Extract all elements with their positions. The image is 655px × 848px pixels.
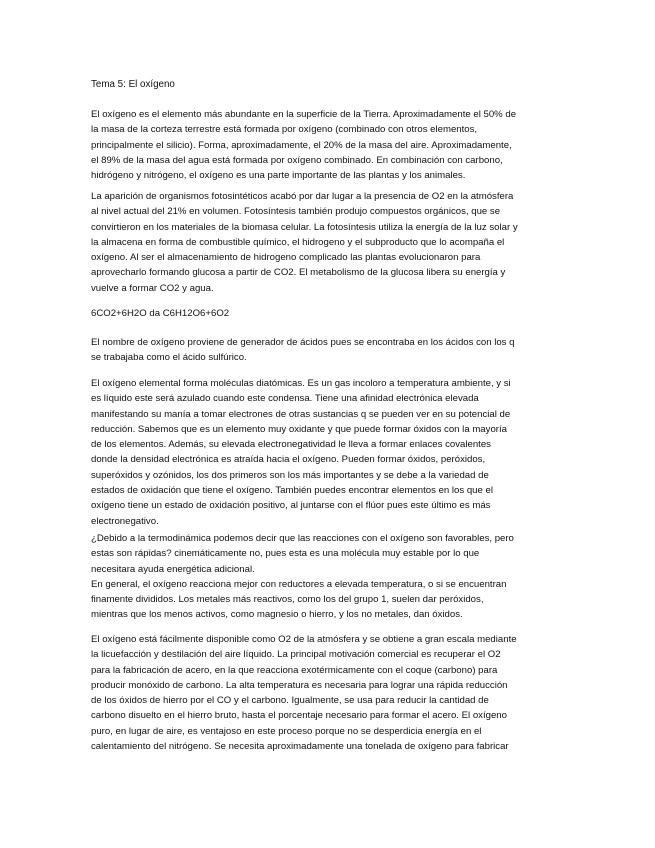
- text-line: es líquido este será azulado cuando este condensa. Tiene una afinidad electrónica elevada: [91, 393, 479, 405]
- text-line: superóxidos y ozónidos, los dos primeros son los más importantes y se debe a la variedad de: [91, 469, 489, 481]
- text-line: reducción. Sabemos que es un elemento muy oxidante y que puede formar óxidos con la mayoría: [91, 423, 507, 435]
- document-title: Tema 5: El oxígeno: [91, 79, 175, 90]
- text-line: se trabajaba como el ácido sulfúrico.: [91, 352, 247, 364]
- text-line: al nivel actual del 21% en volumen. Fotosíntesis también produjo compuestos orgánicos, que se: [91, 206, 501, 218]
- text-line: El oxígeno es el elemento más abundante en la superficie de la Tierra. Aproximadamente el 50% de: [91, 109, 517, 120]
- text-line: finamente divididos. Los metales más reactivos, como los del grupo 1, suelen dar peróxidos,: [91, 594, 484, 606]
- text-line: la almacena en forma de combustible químico, el hidrogeno y el subproducto que lo acompaña el: [91, 236, 505, 248]
- text-line: manifestando su manía a tomar electrones de otras sustancias q se pueden ver en su potencial de: [91, 408, 511, 420]
- text-line: estas son rápidas? cinemáticamente no, pues esta es una molécula muy estable por lo que: [91, 548, 480, 560]
- text-line: carbono disuelto en el hierro bruto, hasta el porcentaje necesario para formar el acero. El oxígeno: [91, 710, 507, 722]
- text-line: para la fabricación de acero, en la que reacciona exotérmicamente con el coque (carbono) para: [91, 664, 498, 676]
- text-line: vuelve a formar CO2 y agua.: [91, 282, 214, 294]
- text-line: ¿Debido a la termodinámica podemos decir que las reacciones con el oxígeno son favorables, pero: [91, 533, 514, 544]
- text-line: la masa de la corteza terrestre está formada por oxígeno (combinado con otros elementos,: [91, 124, 478, 136]
- text-line: la licuefacción y destilación del aire líquido. La principal motivación comercial es recuperar el O2: [91, 649, 501, 661]
- paragraph-elemental-oxygen: [91, 376, 563, 529]
- text-line: principalmente el silicio). Forma, aproximadamente, el 20% de la masa del aire. Aproximadamente,: [91, 139, 512, 151]
- text-line: mientras que los menos activos, como magnesio o hierro, y los no metales, dan óxidos.: [91, 609, 463, 621]
- text-line: hidrógeno y nitrógeno, el oxígeno es una parte importante de las plantas y los animales.: [91, 170, 466, 182]
- chemical-equation: 6CO2+6H2O da C6H12O6+6O2: [91, 308, 230, 319]
- text-line: convirtieron en los materiales de la biomasa celular. La fotosíntesis utiliza la energía de la luz solar y: [91, 221, 518, 233]
- text-line: oxígeno. Al ser el almacenamiento de hidrogeno complicado las plantas evolucionaron para: [91, 252, 481, 264]
- text-line: El oxígeno está fácilmente disponible como O2 de la atmósfera y se obtiene a gran escala mediante: [91, 634, 517, 645]
- text-line: producir monóxido de carbono. La alta temperatura es necesaria para lograr una rápida reducción: [91, 679, 508, 691]
- text-line: electronegativo.: [91, 515, 159, 527]
- paragraph-oxygen-abundance: [91, 107, 563, 183]
- text-line: El nombre de oxígeno proviene de generador de ácidos pues se encontraba en los ácidos con los q: [91, 337, 515, 348]
- paragraph-name-origin: [91, 335, 563, 366]
- text-line: El oxígeno elemental forma moléculas diatómicas. Es un gas incoloro a temperatura ambiente, y si: [91, 378, 511, 389]
- text-line: estados de oxidación que tiene el oxígeno. También puedes encontrar elementos en los que el: [91, 485, 493, 497]
- text-line: de los óxidos de hierro por el CO y el carbono. Igualmente, se usa para reducir la cantidad de: [91, 695, 489, 707]
- text-line: el 89% de la masa del agua está formada por oxígeno combinado. En combinación con carbono,: [91, 154, 503, 166]
- text-line: aprovecharlo formando glucosa a partir de CO2. El metabolismo de la glucosa libera su energía y: [91, 267, 506, 279]
- text-line: En general, el oxígeno reacciona mejor con reductores a elevada temperatura, o si se encuentran: [91, 578, 507, 590]
- text-line: puro, en lugar de aire, es ventajoso en este proceso porque no se desperdicia energía en el: [91, 725, 482, 737]
- text-line: necesitara ayuda energética adicional.: [91, 563, 255, 575]
- text-line: de los elementos. Además, su elevada electronegatividad le lleva a formar enlaces covalentes: [91, 439, 491, 451]
- paragraph-thermodynamics: [91, 531, 563, 623]
- paragraph-photosynthesis: [91, 189, 563, 296]
- text-line: oxígeno tiene un estado de oxidación positivo, al juntarse con el flúor pues este último es más: [91, 500, 491, 512]
- paragraph-industrial-production: [91, 632, 563, 754]
- text-line: donde la densidad electrónica es atraída hacia el oxígeno. Pueden formar óxidos, peróxidos,: [91, 454, 486, 466]
- text-line: La aparición de organismos fotosintéticos acabó por dar lugar a la presencia de O2 en la atmósfera: [91, 191, 514, 202]
- text-line: calentamiento del nitrógeno. Se necesita aproximadamente una tonelada de oxígeno para fabricar: [91, 741, 509, 753]
